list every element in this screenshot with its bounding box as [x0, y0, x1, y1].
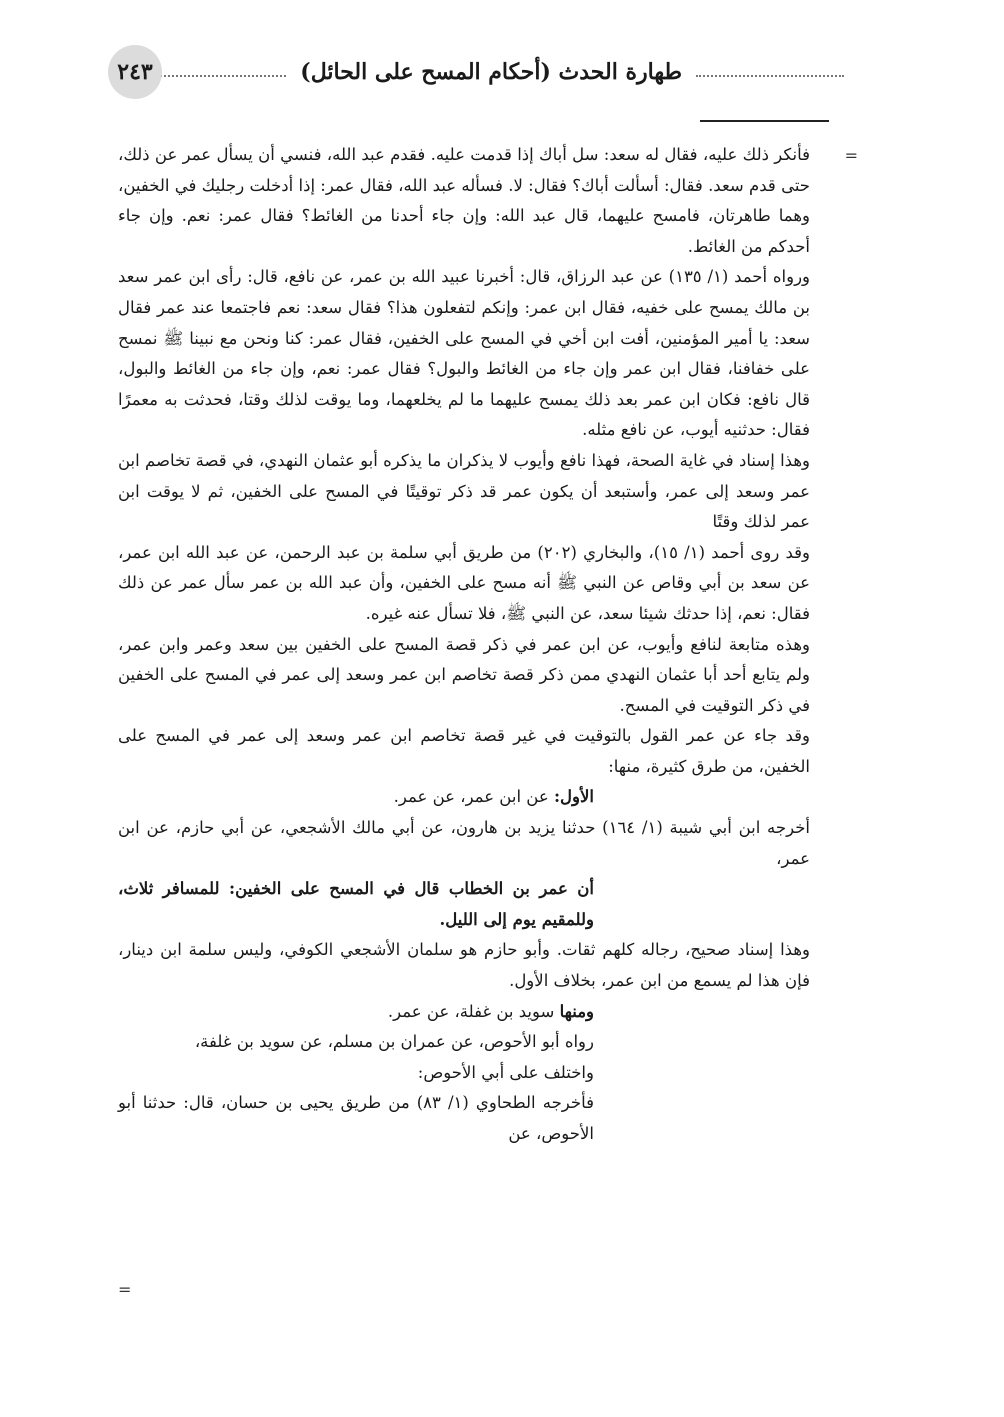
paragraph: فأنكر ذلك عليه، فقال له سعد: سل أباك إذا قدمت عليه. فقدم عبد الله، فنسي أن يسأل عمر عن ذلك، حتى قدم سعد. فقال: أسألت أباك؟ فقال: لا. فسأله عبد الله، فقال عمر: إذا أدخلت رجليك في الخفين، وهما طاهرتان، فامسح عليهما، قال عبد الله: وإن جاء أحدنا من الغائط؟ فقال عمر: نعم. وإن جاء أحدكم من الغائط.: [118, 145, 810, 256]
paragraph: ورواه أحمد (١/ ١٣٥) عن عبد الرزاق، قال: أخبرنا عبيد الله بن عمر، عن نافع، قال: رأى ابن عمر سعد بن مالك يمسح على خفيه، فقال ابن عمر: وإنكم لتفعلون هذا؟ فقال سعد: نعم فاجتمعا عند عمر فقال سعد: يا أمير المؤمنين، أفت ابن أخي في المسح على الخفين، فقال عمر: كنا ونحن مع نبينا ﷺ نمسح على خفافنا، فقال ابن عمر وإن جاء من الغائط والبول؟ فقال عمر: نعم، وإن جاء من الغائط والبول، قال نافع: فكان ابن عمر بعد ذلك يمسح عليهما ما لم يخلعهما، وما يوقت لذلك وقتا، فحدثت به معمرًا فقال: حدثنيه أيوب، عن نافع مثله.: [118, 267, 810, 440]
header-leader-dots: [696, 75, 844, 77]
footnote-separator: [700, 120, 829, 122]
quoted-athar: أن عمر بن الخطاب قال في المسح على الخفين: للمسافر ثلاث، وللمقيم يوم إلى الليل.: [118, 879, 594, 929]
path-text: عن ابن عمر، عن عمر.: [393, 787, 554, 807]
continuation-marker: =: [844, 146, 858, 165]
page-number: ٢٤٣: [108, 45, 162, 99]
path-text: سويد بن غفلة، عن عمر.: [387, 1001, 560, 1021]
running-header: [105, 44, 844, 100]
paragraph: فأخرجه الطحاوي (١/ ٨٣) من طريق يحيى بن حسان، قال: حدثنا أبو الأحوص، عن: [118, 1093, 594, 1143]
paragraph: وهذا إسناد في غاية الصحة، فهذا نافع وأيوب لا يذكران ما يذكره أبو عثمان النهدي، في قصة تخاصم ابن عمر وسعد إلى عمر، وأستبعد أن يكون عمر قد ذكر توقيتًا في المسح على الخفين، ثم لا يوقت ابن عمر لذلك وقتًا: [118, 450, 810, 532]
path-label: الأول:: [553, 787, 594, 807]
path-label: ومنها: [559, 1001, 594, 1021]
paragraph: أخرجه ابن أبي شيبة (١/ ١٦٤) حدثنا يزيد بن هارون، عن أبي مالك الأشجعي، عن أبي حازم، عن ابن عمر،: [118, 818, 810, 868]
path-second: [118, 997, 810, 1028]
footnote-body: [118, 140, 810, 1150]
paragraph: وقد روى أحمد (١/ ١٥)، والبخاري (٢٠٢) من طريق أبي سلمة بن عبد الرحمن، عن عبد الله ابن عمر، عن سعد بن أبي وقاص عن النبي ﷺ أنه مسح على الخفين، وأن عبد الله بن عمر سأل عمر عن ذلك فقال: نعم، إذا حدثك شيئا سعد، عن النبي ﷺ، فلا تسأل عنه غيره.: [118, 542, 811, 623]
continuation-marker: =: [118, 1280, 132, 1299]
paragraph: واختلف على أبي الأحوص:: [417, 1062, 594, 1082]
paragraph: وقد جاء عن عمر القول بالتوقيت في غير قصة تخاصم ابن عمر وسعد إلى عمر في المسح على الخفين، من طرق كثيرة، منها:: [118, 726, 810, 776]
chapter-title: طهارة الحدث (أحكام المسح على الحائل): [300, 59, 682, 85]
paragraph: وهذه متابعة لنافع وأيوب، عن ابن عمر في ذكر قصة المسح على الخفين بين سعد وعمر وابن عمر، ولم يتابع أحد أبا عثمان النهدي ممن ذكر قصة تخاصم ابن عمر وسعد إلى عمر في المسح على الخفين في ذكر التوقيت في المسح.: [118, 634, 810, 715]
paragraph: وهذا إسناد صحيح، رجاله كلهم ثقات. وأبو حازم هو سلمان الأشجعي الكوفي، وليس سلمة ابن دينار، فإن هذا لم يسمع من ابن عمر، بخلاف الأول.: [118, 940, 810, 991]
path-first: [118, 782, 810, 813]
paragraph: رواه أبو الأحوص، عن عمران بن مسلم، عن سويد بن غلفة،: [194, 1032, 594, 1052]
